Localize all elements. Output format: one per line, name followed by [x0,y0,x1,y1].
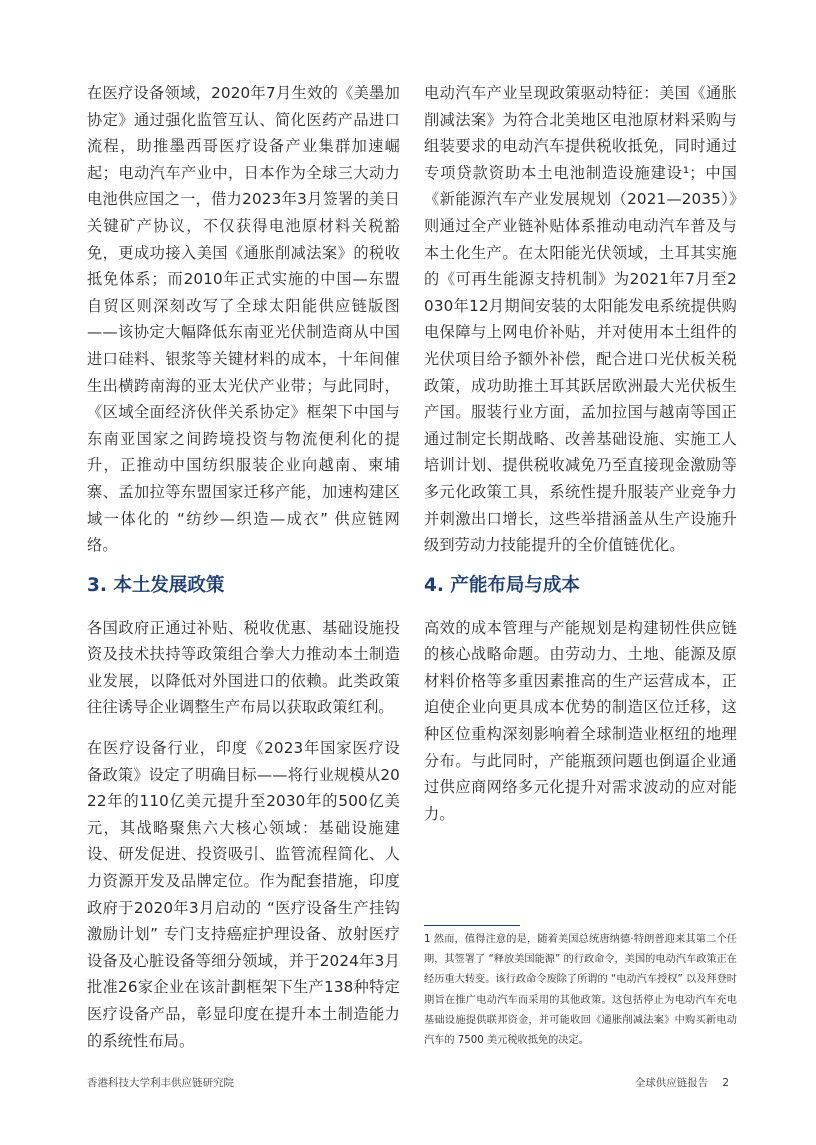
right-column [424,80,737,841]
footer-report [635,1075,729,1091]
footnote-divider [424,925,520,926]
footer-report-title: 全球供应链报告 [634,1077,709,1089]
page-number: 2 [722,1077,729,1089]
body-paragraph: 高效的成本管理与产能规划是构建韧性供应链的核心战略命题。由劳动力、土地、能源及原材料价格等多重因素推高的生产运营成本，正迫使企业向更具成本优势的制造区位迁移，这种区位重构深刻影响着全球制造业枢纽的地理分布。与此同时，产能瓶颈问题也倒逼企业通过供应商网络多元化提升对需求波动的应对能力。 [424,618,737,823]
body-paragraph: 各国政府正通过补贴、税收优惠、基础设施投资及技术扶持等政策组合拳大力推动本土制造业发展，以降低对外国进口的依赖。此类政策往往诱导企业调整生产布局以获取政策红利。 [87,618,400,717]
footer-institution: 香港科技大学利丰供应链研究院 [87,1077,234,1089]
body-paragraph: 电动汽车产业呈现政策驱动特征：美国《通胀削减法案》为符合北美地区电池原材料采购与组装要求的电动汽车提供税收抵免，同时通过专项贷款资助本土电池制造设施建设¹；中国《新能源汽车产业发展规划（2021—2035）》则通过全产业链补贴体系推动电动汽车普及与本土化生产。在太阳能光伏领域，土耳其实施的《可再生能源支持机制》为2021年7月至2030年12月期间安装的太阳能发电系统提供购电保障与上网电价补贴，并对使用本土组件的光伏项目给予额外补偿，配合进口光伏板关税政策，成功助推土耳其跃居欧洲最大光伏板生产国。服装行业方面，孟加拉国与越南等国正通过制定长期战略、改善基础设施、实施工人培训计划、提供税收减免乃至直接现金激励等多元化政策工具，系统性提升服装产业竞争力并刺激出口增长，这些举措涵盖从生产设施升级到劳动力技能提升的全价值链优化。 [424,84,737,555]
body-paragraph: 在医疗设备行业，印度《2023年国家医疗设备政策》设定了明确目标——将行业规模从2022年的110亿美元提升至2030年的500亿美元，其战略聚焦六大核心领域：基础设施建设、研发促进、投资吸引、监管流程简化、人力资源开发及品牌定位。作为配套措施，印度政府于2020年3月启动的 “医疗设备生产挂钩激励计划” 专门支持癌症护理设备、放射医疗设备及心脏设备等细分领域，并于2024年3月批准26家企业在该計劃框架下生产138种特定医疗设备产品，彰显印度在提升本土制造能力的系统性布局。 [87,739,400,1050]
body-paragraph: 在医疗设备领域，2020年7月生效的《美墨加协定》通过强化监管互认、简化医药产品进口流程，助推墨西哥医疗设备产业集群加速崛起；电动汽车产业中，日本作为全球三大动力电池供应国之一，借力2023年3月签署的美日关键矿产协议，不仅获得电池原材料关税豁免，更成功接入美国《通胀削减法案》的税收抵免体系；而2010年正式实施的中国—东盟自贸区则深刻改写了全球太阳能供应链版图——该协定大幅降低东南亚光伏制造商从中国进口硅料、银浆等关键材料的成本，十年间催生出横跨南海的亚太光伏产业带；与此同时，《区域全面经济伙伴关系协定》框架下中国与东南亚国家之间跨境投资与物流便利化的提升，正推动中国纺织服装企业向越南、柬埔寨、孟加拉等东盟国家迁移产能，加速构建区域一体化的 “纺纱—织造—成衣” 供应链网络。 [87,84,400,555]
section-heading: 4. 产能布局与成本 [424,574,580,596]
section-heading: 3. 本土发展政策 [87,574,225,596]
footnote: 1 然而，值得注意的是，随着美国总统唐纳德·特朗普迎来其第二个任期，其签署了 “释放美国能源” 的行政命令，美国的电动汽车政策正在经历重大转变。该行政命令废除了所谓的 “电动汽车授权” 以及拜登时期旨在推广电动汽车而采用的其他政策。这包括停止为电动汽车充电基础设施提供联邦资金，并可能收回《通胀削减法案》中购买新电动汽车的 7500 美元税收抵免的决定。 [424,934,737,1047]
left-column [87,80,400,1068]
